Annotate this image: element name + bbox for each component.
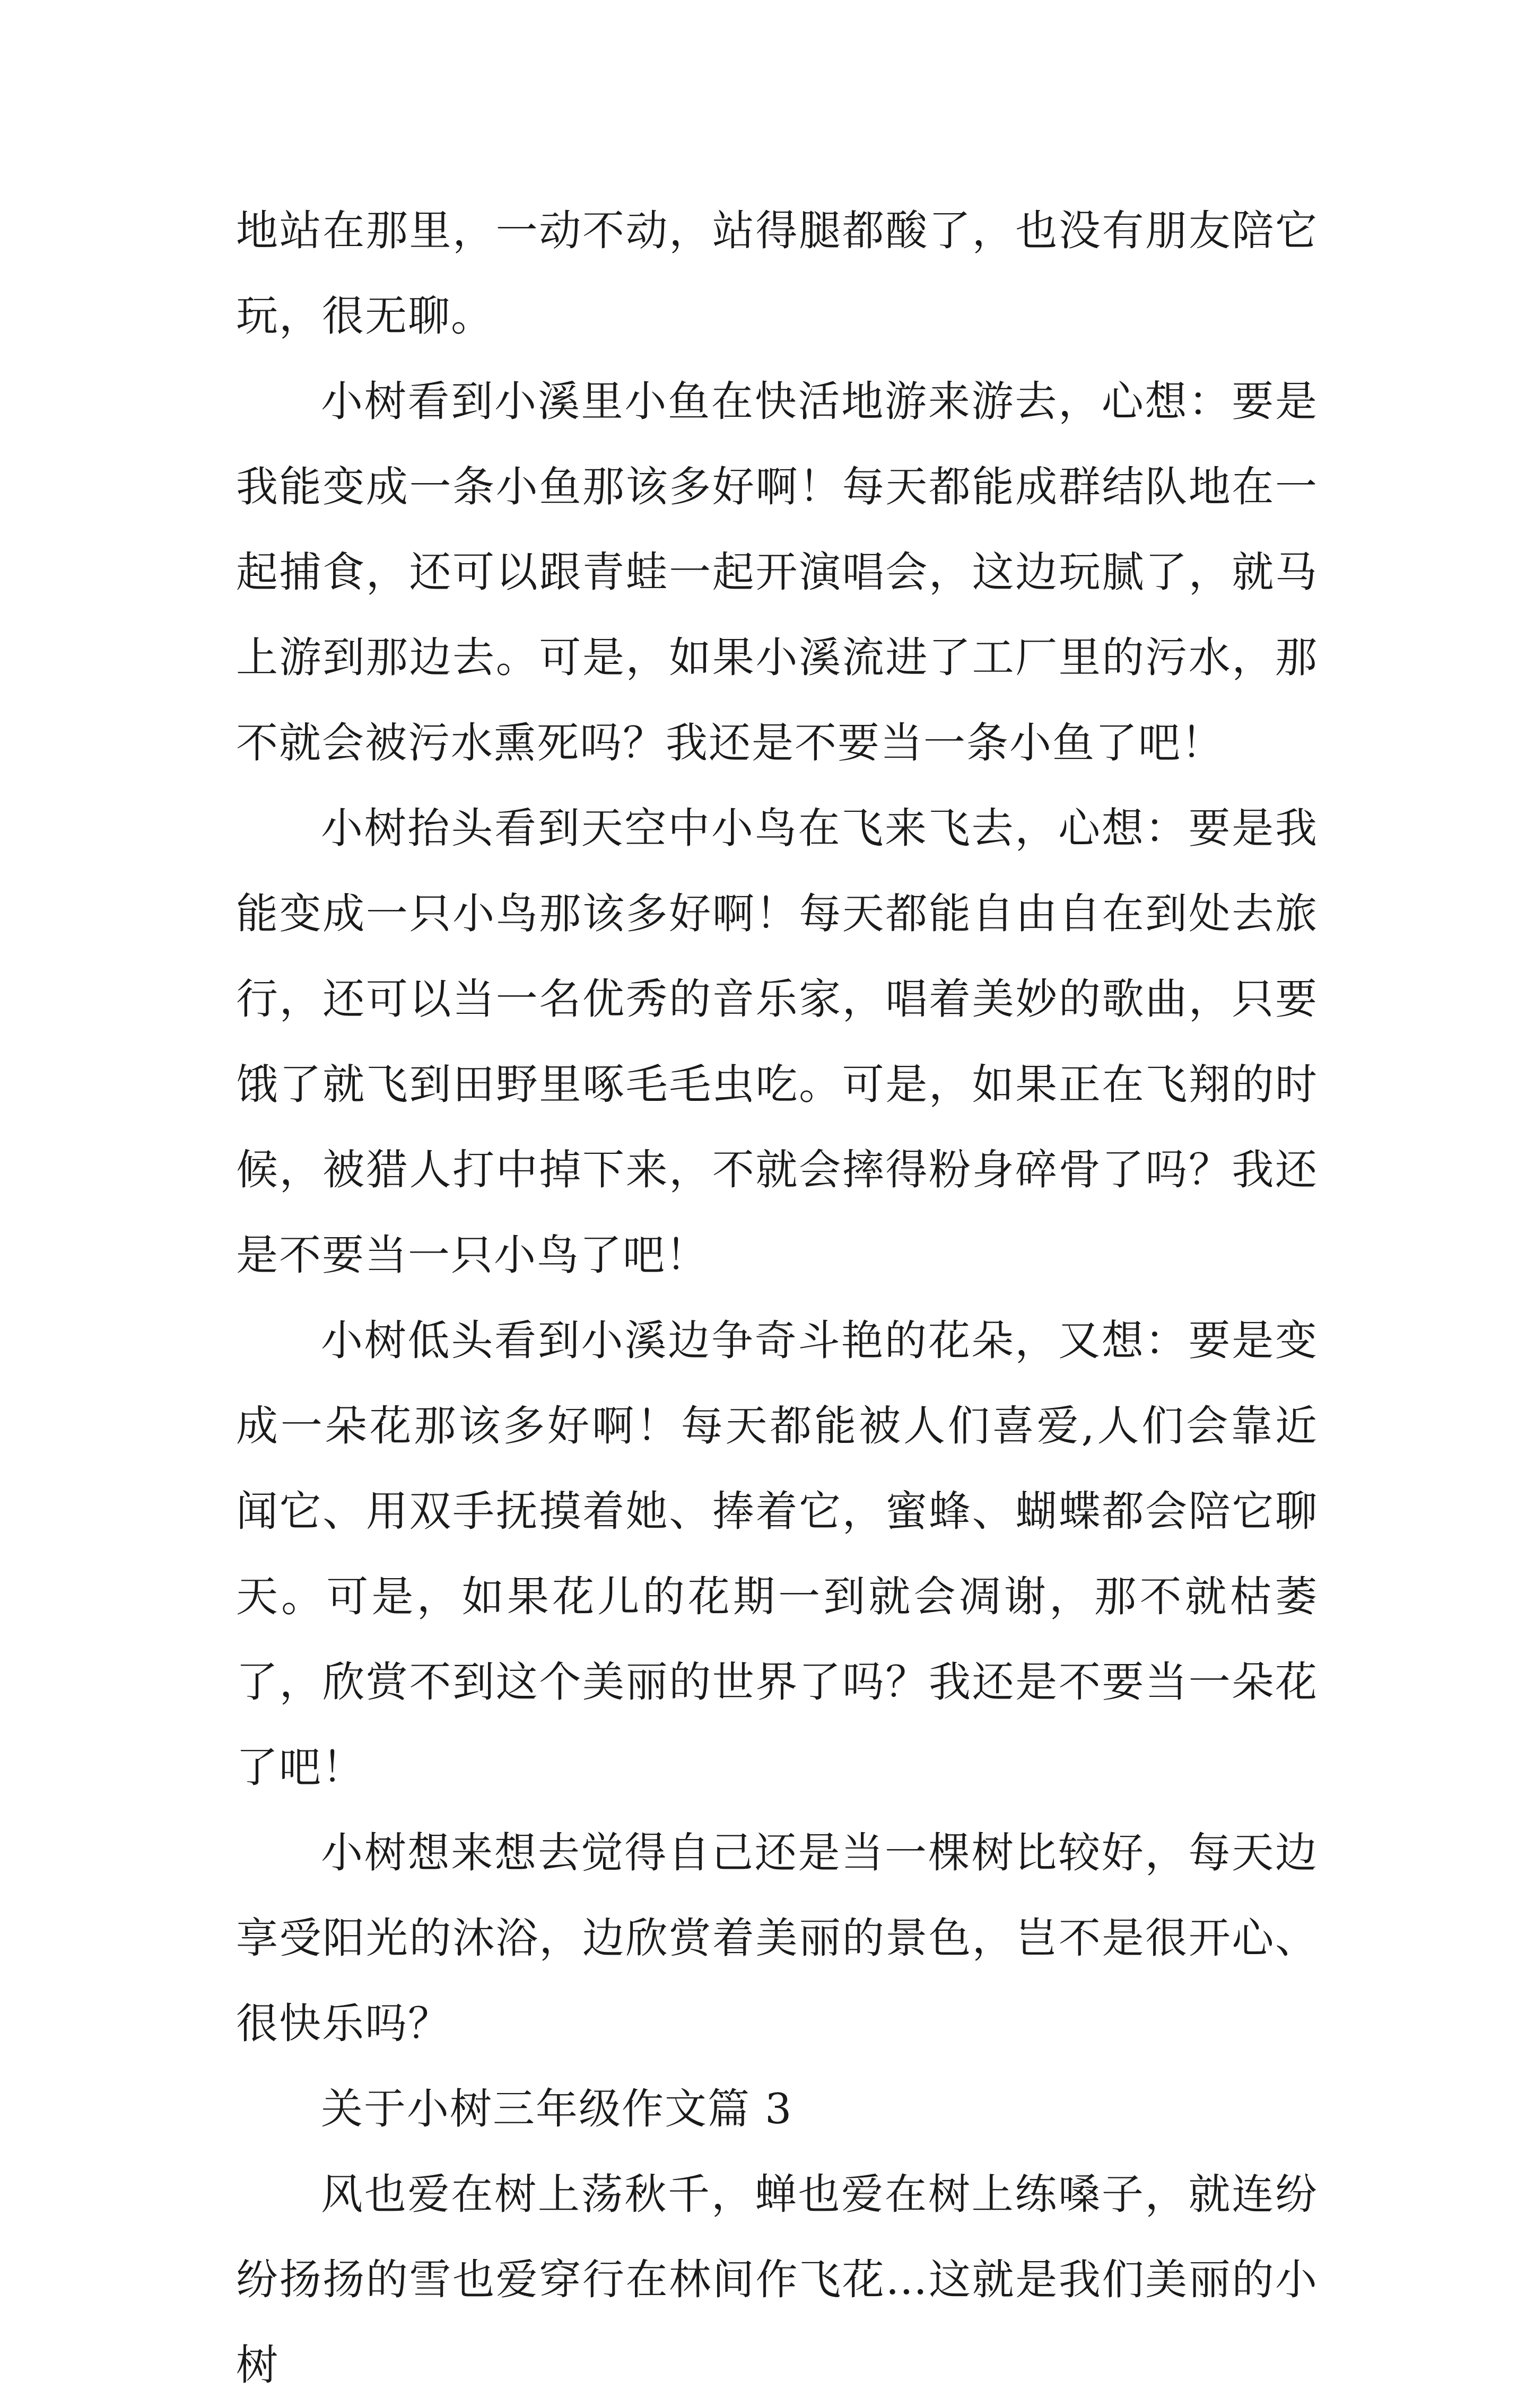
paragraph-continuation: 地站在那里，一动不动，站得腿都酸了，也没有朋友陪它玩，很无聊。: [236, 206, 1318, 340]
paragraph-bird: 小树抬头看到天空中小鸟在飞来飞去，心想：要是我能变成一只小鸟那该多好啊！每天都能自由自在到处去旅行，还可以当一名优秀的音乐家，唱着美妙的歌曲，只要饿了就飞到田野里啄毛毛虫吃。可是，如果正在飞翔的时候，被猎人打中掉下来，不就会摔得粉身碎骨了吗？我还是不要当一只小鸟了吧！: [236, 804, 1318, 1280]
paragraph-conclusion: 小树想来想去觉得自己还是当一棵树比较好，每天边享受阳光的沐浴，边欣赏着美丽的景色，岂不是很开心、很快乐吗？: [236, 1828, 1318, 2048]
paragraph-fish: 小树看到小溪里小鱼在快活地游来游去，心想：要是我能变成一条小鱼那该多好啊！每天都能成群结队地在一起捕食，还可以跟青蛙一起开演唱会，这边玩腻了，就马上游到那边去。可是，如果小溪流进了工厂里的污水，那不就会被污水熏死吗？我还是不要当一条小鱼了吧！: [236, 377, 1318, 767]
paragraph-flower: 小树低头看到小溪边争奇斗艳的花朵，又想：要是变成一朵花那该多好啊！每天都能被人们喜爱,人们会靠近闻它、用双手抚摸着她、捧着它，蜜蜂、蝴蝶都会陪它聊天。可是，如果花儿的花期一到就会凋谢，那不就枯萎了，欣赏不到这个美丽的世界了吗？我还是不要当一朵花了吧！: [236, 1316, 1318, 1792]
section-heading: 关于小树三年级作文篇 3: [321, 2085, 793, 2133]
document-body: [236, 188, 1318, 2408]
paragraph-essay-3-intro: 风也爱在树上荡秋千，蝉也爱在树上练嗓子，就连纷纷扬扬的雪也爱穿行在林间作飞花…这就是我们美丽的小树: [236, 2170, 1318, 2389]
